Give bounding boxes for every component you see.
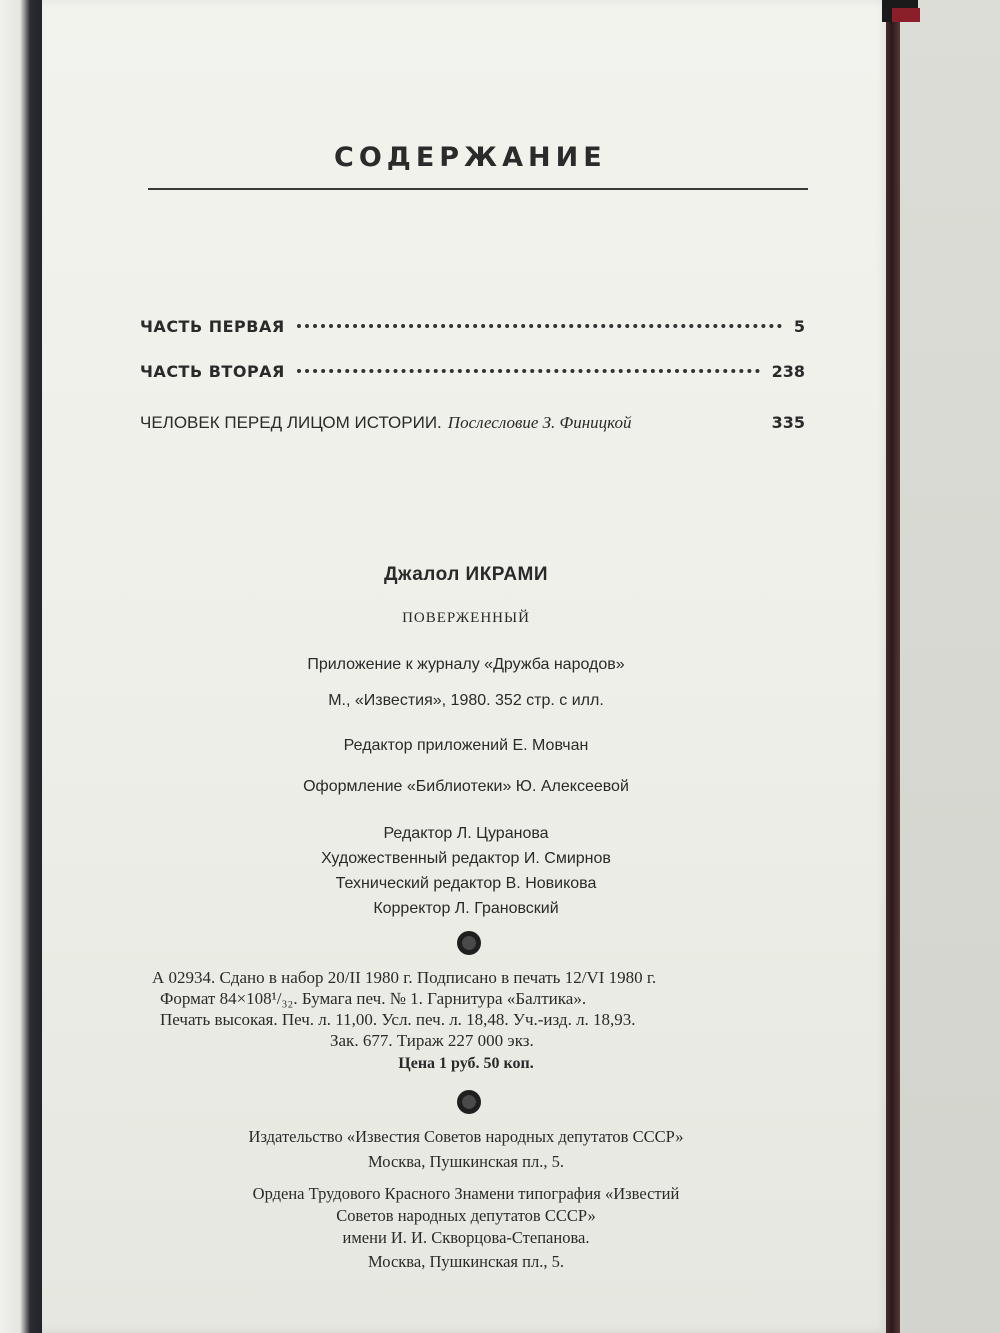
toc-entry-part-two xyxy=(140,362,805,392)
tech-editor-credit: Технический редактор В. Новикова xyxy=(335,875,597,892)
publisher-address: Москва, Пушкинская пл., 5. xyxy=(368,1152,564,1171)
divider-mark-icon xyxy=(457,1090,481,1114)
printer-line: Советов народных депутатов СССР» xyxy=(336,1206,596,1225)
editor-credit: Редактор Л. Цуранова xyxy=(383,825,549,842)
design-credit: Оформление «Библиотеки» Ю. Алексеевой xyxy=(303,778,629,795)
author-name: Джалол ИКРАМИ xyxy=(383,564,549,585)
print-info-line: А 02934. Сдано в набор 20/II 1980 г. Подписано в печать 12/VI 1980 г. xyxy=(152,968,657,987)
publisher-line: Издательство «Известия Советов народных депутатов СССР» xyxy=(248,1127,684,1146)
supplement-note: Приложение к журналу «Дружба народов» xyxy=(307,656,625,673)
print-info-line: Печать высокая. Печ. л. 11,00. Усл. печ. л. 18,48. Уч.-изд. л. 18,93. xyxy=(160,1010,636,1029)
book-title: ПОВЕРЖЕННЫЙ xyxy=(402,610,530,626)
toc-page-number: 335 xyxy=(771,413,805,432)
supplement-editor: Редактор приложений Е. Мовчан xyxy=(343,737,589,754)
price: Цена 1 руб. 50 коп. xyxy=(398,1055,534,1072)
print-info-line: Зак. 677. Тираж 227 000 экз. xyxy=(330,1031,534,1050)
printer-line: имени И. И. Скворцова-Степанова. xyxy=(342,1228,590,1247)
toc-entry-afterword xyxy=(140,413,805,443)
cover-ribbon xyxy=(892,8,920,22)
toc-entry-subtitle: Послесловие З. Финицкой xyxy=(447,413,632,432)
art-editor-credit: Художественный редактор И. Смирнов xyxy=(321,850,611,867)
toc-entry-label: ЧЕЛОВЕК ПЕРЕД ЛИЦОМ ИСТОРИИ. xyxy=(140,413,442,432)
toc-page-number: 238 xyxy=(771,362,805,381)
toc-entry-part-one xyxy=(140,317,805,347)
book-left-edge xyxy=(0,0,48,1333)
toc-leader-dots xyxy=(297,324,782,328)
print-info-line: Формат 84×108¹/₃₂. Бумага печ. № 1. Гарнитура «Балтика». xyxy=(160,989,587,1008)
toc-page-number: 5 xyxy=(793,317,805,336)
divider-mark-icon xyxy=(457,931,481,955)
page-title: СОДЕРЖАНИЕ xyxy=(334,142,607,173)
toc-entry-label: ЧАСТЬ ВТОРАЯ xyxy=(140,362,285,381)
toc-leader-dots xyxy=(297,369,760,373)
title-rule xyxy=(148,188,808,190)
printer-address: Москва, Пушкинская пл., 5. xyxy=(368,1252,564,1271)
publication-info: М., «Известия», 1980. 352 стр. с илл. xyxy=(328,692,604,709)
proofreader-credit: Корректор Л. Грановский xyxy=(373,900,559,917)
book-cover-background xyxy=(900,0,1000,1333)
printer-line: Ордена Трудового Красного Знамени типография «Известий xyxy=(252,1184,680,1203)
print-info-block xyxy=(152,967,812,1051)
toc-entry-label: ЧАСТЬ ПЕРВАЯ xyxy=(140,317,285,336)
